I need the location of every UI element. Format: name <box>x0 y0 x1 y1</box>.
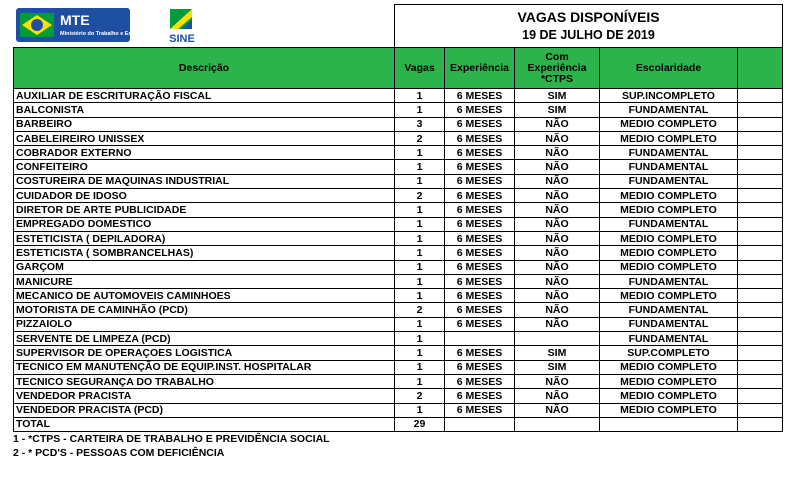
row-ctps: NÃO <box>515 374 600 388</box>
footnote-ctps: 1 - *CTPS - CARTEIRA DE TRABALHO E PREVIDÊNCIA SOCIAL <box>13 433 330 445</box>
table-row <box>14 231 783 245</box>
table-row <box>14 146 783 160</box>
row-ctps: NÃO <box>515 274 600 288</box>
row-extra <box>738 346 783 360</box>
row-descricao: COSTUREIRA DE MAQUINAS INDUSTRIAL <box>14 174 395 188</box>
row-vagas: 1 <box>395 332 445 346</box>
col-experiencia-header: Experiência <box>445 48 515 89</box>
row-escolaridade: FUNDAMENTAL <box>600 332 738 346</box>
row-vagas: 1 <box>395 103 445 117</box>
total-empty-cell <box>738 417 783 431</box>
total-vagas: 29 <box>395 417 445 431</box>
row-descricao: MOTORISTA DE CAMINHÃO (PCD) <box>14 303 395 317</box>
row-vagas: 1 <box>395 289 445 303</box>
row-vagas: 1 <box>395 317 445 331</box>
row-extra <box>738 274 783 288</box>
row-vagas: 2 <box>395 189 445 203</box>
vacancy-rows <box>14 89 783 418</box>
row-ctps: NÃO <box>515 289 600 303</box>
row-ctps: NÃO <box>515 146 600 160</box>
total-empty-cell <box>515 417 600 431</box>
row-vagas: 1 <box>395 274 445 288</box>
row-ctps <box>515 332 600 346</box>
row-experiencia <box>445 332 515 346</box>
row-extra <box>738 374 783 388</box>
table-row <box>14 203 783 217</box>
title-cell <box>395 5 783 48</box>
row-extra <box>738 174 783 188</box>
row-descricao: GARÇOM <box>14 260 395 274</box>
row-vagas: 1 <box>395 203 445 217</box>
row-ctps: NÃO <box>515 389 600 403</box>
row-extra <box>738 289 783 303</box>
table-row <box>14 360 783 374</box>
row-experiencia: 6 MESES <box>445 160 515 174</box>
row-ctps: NÃO <box>515 403 600 417</box>
logo-cell <box>14 5 395 48</box>
row-descricao: COBRADOR EXTERNO <box>14 146 395 160</box>
row-escolaridade: FUNDAMENTAL <box>600 317 738 331</box>
row-escolaridade: FUNDAMENTAL <box>600 274 738 288</box>
row-extra <box>738 103 783 117</box>
row-experiencia: 6 MESES <box>445 231 515 245</box>
table-row <box>14 289 783 303</box>
row-vagas: 2 <box>395 303 445 317</box>
row-experiencia: 6 MESES <box>445 303 515 317</box>
row-escolaridade: MEDIO COMPLETO <box>600 374 738 388</box>
total-row <box>14 417 783 431</box>
row-escolaridade: MEDIO COMPLETO <box>600 189 738 203</box>
row-descricao: TECNICO SEGURANÇA DO TRABALHO <box>14 374 395 388</box>
row-escolaridade: SUP.COMPLETO <box>600 346 738 360</box>
row-descricao: VENDEDOR PRACISTA <box>14 389 395 403</box>
column-header-row <box>14 48 783 89</box>
row-extra <box>738 217 783 231</box>
row-experiencia: 6 MESES <box>445 174 515 188</box>
page-title: VAGAS DISPONÍVEIS <box>517 9 660 25</box>
table-row <box>14 303 783 317</box>
col-escolaridade-header: Escolaridade <box>600 48 738 89</box>
row-extra <box>738 89 783 103</box>
row-vagas: 1 <box>395 360 445 374</box>
row-experiencia: 6 MESES <box>445 117 515 131</box>
row-extra <box>738 203 783 217</box>
row-vagas: 1 <box>395 217 445 231</box>
table-row <box>14 260 783 274</box>
row-escolaridade: FUNDAMENTAL <box>600 103 738 117</box>
row-descricao: CABELEIREIRO UNISSEX <box>14 131 395 145</box>
row-ctps: SIM <box>515 103 600 117</box>
row-descricao: TECNICO EM MANUTENÇÃO DE EQUIP.INST. HOSPITALAR <box>14 360 395 374</box>
row-experiencia: 6 MESES <box>445 317 515 331</box>
row-descricao: PIZZAIOLO <box>14 317 395 331</box>
page-date: 19 DE JULHO DE 2019 <box>522 28 655 42</box>
row-experiencia: 6 MESES <box>445 89 515 103</box>
row-extra <box>738 160 783 174</box>
footnote-pcd: 2 - * PCD'S - PESSOAS COM DEFICIÊNCIA <box>13 447 225 459</box>
total-label: TOTAL <box>14 417 395 431</box>
row-descricao: VENDEDOR PRACISTA (PCD) <box>14 403 395 417</box>
row-escolaridade: MEDIO COMPLETO <box>600 389 738 403</box>
sine-logo-icon <box>162 7 202 45</box>
row-escolaridade: MEDIO COMPLETO <box>600 117 738 131</box>
row-escolaridade: FUNDAMENTAL <box>600 174 738 188</box>
table-row <box>14 317 783 331</box>
row-experiencia: 6 MESES <box>445 217 515 231</box>
row-escolaridade: MEDIO COMPLETO <box>600 289 738 303</box>
row-escolaridade: MEDIO COMPLETO <box>600 231 738 245</box>
row-experiencia: 6 MESES <box>445 360 515 374</box>
row-vagas: 1 <box>395 260 445 274</box>
row-extra <box>738 360 783 374</box>
row-descricao: MECANICO DE AUTOMOVEIS CAMINHOES <box>14 289 395 303</box>
row-vagas: 1 <box>395 160 445 174</box>
row-vagas: 1 <box>395 346 445 360</box>
row-vagas: 1 <box>395 174 445 188</box>
table-row <box>14 403 783 417</box>
row-escolaridade: MEDIO COMPLETO <box>600 203 738 217</box>
mte-logo-text: MTE <box>59 11 90 28</box>
row-extra <box>738 317 783 331</box>
col-descricao-header: Descrição <box>14 48 395 89</box>
row-vagas: 1 <box>395 89 445 103</box>
row-extra <box>738 303 783 317</box>
row-experiencia: 6 MESES <box>445 189 515 203</box>
row-ctps: NÃO <box>515 217 600 231</box>
row-descricao: DIRETOR DE ARTE PUBLICIDADE <box>14 203 395 217</box>
col-extra-header <box>738 48 783 89</box>
row-descricao: CONFEITEIRO <box>14 160 395 174</box>
row-escolaridade: FUNDAMENTAL <box>600 217 738 231</box>
row-ctps: NÃO <box>515 117 600 131</box>
row-descricao: AUXILIAR DE ESCRITURAÇÃO FISCAL <box>14 89 395 103</box>
row-experiencia: 6 MESES <box>445 203 515 217</box>
vacancies-sheet <box>13 4 783 432</box>
row-experiencia: 6 MESES <box>445 374 515 388</box>
row-extra <box>738 246 783 260</box>
row-ctps: NÃO <box>515 189 600 203</box>
row-descricao: BALCONISTA <box>14 103 395 117</box>
row-ctps: NÃO <box>515 131 600 145</box>
row-experiencia: 6 MESES <box>445 289 515 303</box>
row-vagas: 1 <box>395 403 445 417</box>
table-row <box>14 374 783 388</box>
table-row <box>14 103 783 117</box>
row-ctps: NÃO <box>515 160 600 174</box>
row-extra <box>738 403 783 417</box>
table-row <box>14 332 783 346</box>
row-experiencia: 6 MESES <box>445 403 515 417</box>
col-vagas-header: Vagas <box>395 48 445 89</box>
row-extra <box>738 389 783 403</box>
table-row <box>14 174 783 188</box>
row-escolaridade: SUP.INCOMPLETO <box>600 89 738 103</box>
row-ctps: NÃO <box>515 203 600 217</box>
row-descricao: CUIDADOR DE IDOSO <box>14 189 395 203</box>
col-ctps-header: Com Experiência *CTPS <box>515 48 600 89</box>
row-ctps: NÃO <box>515 246 600 260</box>
row-experiencia: 6 MESES <box>445 103 515 117</box>
row-escolaridade: MEDIO COMPLETO <box>600 360 738 374</box>
row-descricao: EMPREGADO DOMESTICO <box>14 217 395 231</box>
row-descricao: MANICURE <box>14 274 395 288</box>
title-row <box>14 5 783 48</box>
row-escolaridade: FUNDAMENTAL <box>600 303 738 317</box>
table-row <box>14 160 783 174</box>
row-ctps: NÃO <box>515 231 600 245</box>
row-ctps: NÃO <box>515 174 600 188</box>
footnotes <box>13 432 330 460</box>
row-experiencia: 6 MESES <box>445 260 515 274</box>
row-vagas: 1 <box>395 374 445 388</box>
row-experiencia: 6 MESES <box>445 274 515 288</box>
row-extra <box>738 131 783 145</box>
row-descricao: ESTETICISTA ( DEPILADORA) <box>14 231 395 245</box>
sine-logo-text: SINE <box>168 32 195 45</box>
row-extra <box>738 260 783 274</box>
row-descricao: SUPERVISOR DE OPERAÇOES LOGISTICA <box>14 346 395 360</box>
row-vagas: 1 <box>395 246 445 260</box>
row-ctps: NÃO <box>515 260 600 274</box>
row-descricao: SERVENTE DE LIMPEZA (PCD) <box>14 332 395 346</box>
row-experiencia: 6 MESES <box>445 131 515 145</box>
table-row <box>14 217 783 231</box>
row-vagas: 2 <box>395 389 445 403</box>
table-row <box>14 346 783 360</box>
table-row <box>14 131 783 145</box>
vacancies-table <box>13 4 783 432</box>
row-escolaridade: MEDIO COMPLETO <box>600 246 738 260</box>
table-row <box>14 389 783 403</box>
table-row <box>14 89 783 103</box>
row-extra <box>738 189 783 203</box>
row-vagas: 2 <box>395 131 445 145</box>
total-empty-cell <box>445 417 515 431</box>
total-empty-cell <box>600 417 738 431</box>
row-escolaridade: FUNDAMENTAL <box>600 160 738 174</box>
row-escolaridade: MEDIO COMPLETO <box>600 260 738 274</box>
row-escolaridade: MEDIO COMPLETO <box>600 403 738 417</box>
row-extra <box>738 332 783 346</box>
row-experiencia: 6 MESES <box>445 146 515 160</box>
row-extra <box>738 117 783 131</box>
row-descricao: ESTETICISTA ( SOMBRANCELHAS) <box>14 246 395 260</box>
table-row <box>14 117 783 131</box>
mte-logo-icon <box>16 8 149 42</box>
table-row <box>14 189 783 203</box>
row-ctps: NÃO <box>515 303 600 317</box>
row-escolaridade: MEDIO COMPLETO <box>600 131 738 145</box>
table-row <box>14 246 783 260</box>
row-descricao: BARBEIRO <box>14 117 395 131</box>
row-vagas: 1 <box>395 231 445 245</box>
row-escolaridade: FUNDAMENTAL <box>600 146 738 160</box>
row-vagas: 1 <box>395 146 445 160</box>
mte-logo-subtext: Ministério do Trabalho e Emprego <box>59 30 149 37</box>
row-ctps: SIM <box>515 346 600 360</box>
row-extra <box>738 146 783 160</box>
row-experiencia: 6 MESES <box>445 389 515 403</box>
row-ctps: NÃO <box>515 317 600 331</box>
table-row <box>14 274 783 288</box>
row-extra <box>738 231 783 245</box>
row-ctps: SIM <box>515 89 600 103</box>
row-experiencia: 6 MESES <box>445 346 515 360</box>
row-vagas: 3 <box>395 117 445 131</box>
row-ctps: SIM <box>515 360 600 374</box>
row-experiencia: 6 MESES <box>445 246 515 260</box>
